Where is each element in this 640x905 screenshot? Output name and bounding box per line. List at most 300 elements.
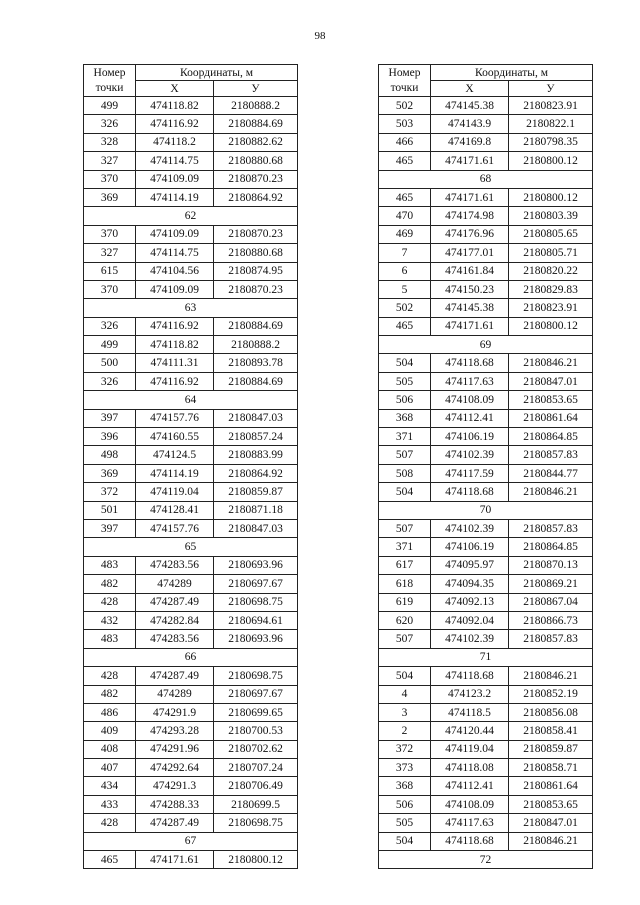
point-number-cell: 465: [379, 317, 431, 335]
x-coordinate-cell: 474094.35: [431, 575, 509, 593]
x-coordinate-cell: 474291.9: [136, 703, 214, 721]
table-row: [379, 354, 593, 372]
y-coordinate-cell: 2180805.71: [509, 244, 593, 262]
group-number: 62: [84, 207, 298, 225]
point-number-cell: 369: [84, 188, 136, 206]
table-row: [379, 207, 593, 225]
x-coordinate-cell: 474108.09: [431, 391, 509, 409]
x-coordinate-cell: 474145.38: [431, 97, 509, 115]
table-row: [379, 538, 593, 556]
y-coordinate-cell: 2180846.21: [509, 667, 593, 685]
table-row: [84, 97, 298, 115]
x-coordinate-cell: 474112.41: [431, 409, 509, 427]
coordinates-table-right: [378, 64, 593, 869]
y-coordinate-cell: 2180852.19: [509, 685, 593, 703]
point-number-cell: 428: [84, 814, 136, 832]
x-coordinate-cell: 474118.68: [431, 483, 509, 501]
table-row: [84, 740, 298, 758]
x-coordinate-cell: 474109.09: [136, 280, 214, 298]
x-coordinate-cell: 474120.44: [431, 722, 509, 740]
y-coordinate-cell: 2180829.83: [509, 280, 593, 298]
group-number: 72: [379, 851, 593, 869]
y-coordinate-cell: 2180693.96: [214, 556, 298, 574]
x-coordinate-cell: 474161.84: [431, 262, 509, 280]
coordinates-header: Координаты, м: [136, 65, 298, 81]
table-row: [84, 703, 298, 721]
y-coordinate-cell: 2180870.13: [509, 556, 593, 574]
y-coordinate-cell: 2180805.65: [509, 225, 593, 243]
x-coordinate-cell: 474119.04: [136, 483, 214, 501]
x-coordinate-cell: 474145.38: [431, 299, 509, 317]
table-row: [84, 611, 298, 629]
y-coordinate-cell: 2180864.85: [509, 428, 593, 446]
point-number-cell: 465: [379, 152, 431, 170]
point-number-cell: 469: [379, 225, 431, 243]
table-row: [379, 262, 593, 280]
table-row: [84, 170, 298, 188]
group-row: [84, 299, 298, 317]
point-number-cell: 370: [84, 280, 136, 298]
point-number-cell: 504: [379, 354, 431, 372]
group-number: 69: [379, 336, 593, 354]
x-coordinate-cell: 474095.97: [431, 556, 509, 574]
x-coordinate-cell: 474104.56: [136, 262, 214, 280]
x-coordinate-cell: 474171.61: [431, 317, 509, 335]
table-row: [379, 464, 593, 482]
point-number-cell: 326: [84, 317, 136, 335]
y-coordinate-cell: 2180880.68: [214, 244, 298, 262]
point-number-cell: 370: [84, 225, 136, 243]
x-coordinate-cell: 474292.64: [136, 759, 214, 777]
x-coordinate-cell: 474109.09: [136, 170, 214, 188]
table-row: [84, 483, 298, 501]
point-number-cell: 505: [379, 814, 431, 832]
y-header: У: [509, 81, 593, 97]
table-row: [379, 299, 593, 317]
y-coordinate-cell: 2180844.77: [509, 464, 593, 482]
x-coordinate-cell: 474114.75: [136, 152, 214, 170]
point-number-cell: 397: [84, 409, 136, 427]
x-coordinate-cell: 474150.23: [431, 280, 509, 298]
y-header: У: [214, 81, 298, 97]
point-number-cell: 372: [84, 483, 136, 501]
point-number-cell: 506: [379, 391, 431, 409]
y-coordinate-cell: 2180893.78: [214, 354, 298, 372]
y-coordinate-cell: 2180803.39: [509, 207, 593, 225]
x-coordinate-cell: 474171.61: [431, 152, 509, 170]
point-number-cell: 428: [84, 593, 136, 611]
x-header: Х: [136, 81, 214, 97]
x-coordinate-cell: 474123.2: [431, 685, 509, 703]
table-row: [379, 317, 593, 335]
y-coordinate-cell: 2180700.53: [214, 722, 298, 740]
table-row: [379, 722, 593, 740]
table-row: [84, 354, 298, 372]
group-number: 65: [84, 538, 298, 556]
table-row: [84, 446, 298, 464]
table-row: [84, 593, 298, 611]
y-coordinate-cell: 2180882.62: [214, 133, 298, 151]
group-row: [379, 501, 593, 519]
table-row: [379, 446, 593, 464]
table-row: [379, 97, 593, 115]
point-number-cell: 502: [379, 299, 431, 317]
table-row: [84, 685, 298, 703]
y-coordinate-cell: 2180846.21: [509, 483, 593, 501]
group-row: [84, 648, 298, 666]
point-number-cell: 486: [84, 703, 136, 721]
group-row: [379, 648, 593, 666]
y-coordinate-cell: 2180800.12: [509, 188, 593, 206]
x-coordinate-cell: 474160.55: [136, 428, 214, 446]
point-number-cell: 2: [379, 722, 431, 740]
table-row: [379, 519, 593, 537]
point-number-cell: 482: [84, 575, 136, 593]
point-number-cell: 428: [84, 667, 136, 685]
y-coordinate-cell: 2180698.75: [214, 667, 298, 685]
y-coordinate-cell: 2180861.64: [509, 777, 593, 795]
table-row: [84, 667, 298, 685]
x-header: Х: [431, 81, 509, 97]
point-number-cell: 373: [379, 759, 431, 777]
table-row: [379, 593, 593, 611]
y-coordinate-cell: 2180847.03: [214, 409, 298, 427]
point-number-header: Номер точки: [379, 65, 431, 97]
point-number-cell: 504: [379, 667, 431, 685]
x-coordinate-cell: 474171.61: [136, 851, 214, 869]
y-coordinate-cell: 2180888.2: [214, 97, 298, 115]
table-row: [84, 519, 298, 537]
group-row: [84, 207, 298, 225]
point-number-cell: 432: [84, 611, 136, 629]
point-number-cell: 371: [379, 538, 431, 556]
table-row: [84, 630, 298, 648]
point-number-cell: 617: [379, 556, 431, 574]
point-number-cell: 507: [379, 630, 431, 648]
x-coordinate-cell: 474112.41: [431, 777, 509, 795]
x-coordinate-cell: 474116.92: [136, 115, 214, 133]
x-coordinate-cell: 474116.92: [136, 317, 214, 335]
point-number-cell: 369: [84, 464, 136, 482]
table-row: [379, 133, 593, 151]
x-coordinate-cell: 474293.28: [136, 722, 214, 740]
point-number-cell: 407: [84, 759, 136, 777]
point-number-cell: 409: [84, 722, 136, 740]
table-row: [379, 740, 593, 758]
group-number: 70: [379, 501, 593, 519]
y-coordinate-cell: 2180884.69: [214, 115, 298, 133]
table-row: [379, 280, 593, 298]
x-coordinate-cell: 474289: [136, 575, 214, 593]
point-number-cell: 470: [379, 207, 431, 225]
table-row: [84, 372, 298, 390]
x-coordinate-cell: 474287.49: [136, 667, 214, 685]
table-row: [84, 152, 298, 170]
x-coordinate-cell: 474143.9: [431, 115, 509, 133]
table-row: [84, 317, 298, 335]
group-number: 71: [379, 648, 593, 666]
x-coordinate-cell: 474283.56: [136, 556, 214, 574]
point-number-cell: 370: [84, 170, 136, 188]
x-coordinate-cell: 474118.68: [431, 354, 509, 372]
y-coordinate-cell: 2180846.21: [509, 832, 593, 850]
x-coordinate-cell: 474111.31: [136, 354, 214, 372]
group-number: 67: [84, 832, 298, 850]
x-coordinate-cell: 474118.82: [136, 97, 214, 115]
y-coordinate-cell: 2180888.2: [214, 336, 298, 354]
table-row: [379, 777, 593, 795]
y-coordinate-cell: 2180857.83: [509, 446, 593, 464]
table-row: [84, 777, 298, 795]
table-row: [84, 428, 298, 446]
y-coordinate-cell: 2180698.75: [214, 593, 298, 611]
point-number-cell: 465: [379, 188, 431, 206]
table-row: [379, 188, 593, 206]
x-coordinate-cell: 474118.68: [431, 667, 509, 685]
y-coordinate-cell: 2180847.01: [509, 372, 593, 390]
y-coordinate-cell: 2180698.75: [214, 814, 298, 832]
table-row: [84, 795, 298, 813]
x-coordinate-cell: 474118.08: [431, 759, 509, 777]
y-coordinate-cell: 2180820.22: [509, 262, 593, 280]
y-coordinate-cell: 2180857.83: [509, 630, 593, 648]
y-coordinate-cell: 2180846.21: [509, 354, 593, 372]
point-number-cell: 482: [84, 685, 136, 703]
y-coordinate-cell: 2180697.67: [214, 575, 298, 593]
y-coordinate-cell: 2180707.24: [214, 759, 298, 777]
x-coordinate-cell: 474169.8: [431, 133, 509, 151]
table-row: [84, 722, 298, 740]
x-coordinate-cell: 474114.75: [136, 244, 214, 262]
point-number-cell: 506: [379, 795, 431, 813]
group-number: 66: [84, 648, 298, 666]
table-row: [379, 814, 593, 832]
y-coordinate-cell: 2180857.83: [509, 519, 593, 537]
table-row: [84, 501, 298, 519]
point-number-cell: 504: [379, 832, 431, 850]
y-coordinate-cell: 2180697.67: [214, 685, 298, 703]
group-row: [379, 851, 593, 869]
point-number-cell: 500: [84, 354, 136, 372]
table-row: [379, 372, 593, 390]
x-coordinate-cell: 474118.2: [136, 133, 214, 151]
x-coordinate-cell: 474157.76: [136, 409, 214, 427]
page-number: 98: [314, 30, 326, 42]
point-number-cell: 466: [379, 133, 431, 151]
y-coordinate-cell: 2180884.69: [214, 317, 298, 335]
point-number-cell: 6: [379, 262, 431, 280]
x-coordinate-cell: 474117.63: [431, 372, 509, 390]
table-row: [84, 115, 298, 133]
y-coordinate-cell: 2180699.65: [214, 703, 298, 721]
x-coordinate-cell: 474102.39: [431, 519, 509, 537]
x-coordinate-cell: 474117.59: [431, 464, 509, 482]
table-row: [379, 483, 593, 501]
y-coordinate-cell: 2180800.12: [214, 851, 298, 869]
y-coordinate-cell: 2180856.08: [509, 703, 593, 721]
group-number: 63: [84, 299, 298, 317]
point-number-cell: 328: [84, 133, 136, 151]
x-coordinate-cell: 474102.39: [431, 446, 509, 464]
group-row: [379, 336, 593, 354]
y-coordinate-cell: 2180693.96: [214, 630, 298, 648]
x-coordinate-cell: 474128.41: [136, 501, 214, 519]
x-coordinate-cell: 474177.01: [431, 244, 509, 262]
table-row: [379, 759, 593, 777]
y-coordinate-cell: 2180823.91: [509, 299, 593, 317]
point-number-cell: 371: [379, 428, 431, 446]
point-number-cell: 3: [379, 703, 431, 721]
x-coordinate-cell: 474114.19: [136, 188, 214, 206]
x-coordinate-cell: 474116.92: [136, 372, 214, 390]
x-coordinate-cell: 474287.49: [136, 814, 214, 832]
x-coordinate-cell: 474109.09: [136, 225, 214, 243]
table-row: [84, 188, 298, 206]
x-coordinate-cell: 474092.13: [431, 593, 509, 611]
point-number-cell: 507: [379, 519, 431, 537]
table-row: [84, 225, 298, 243]
group-row: [84, 832, 298, 850]
x-coordinate-cell: 474114.19: [136, 464, 214, 482]
point-number-cell: 501: [84, 501, 136, 519]
x-coordinate-cell: 474118.68: [431, 832, 509, 850]
table-row: [379, 391, 593, 409]
y-coordinate-cell: 2180864.92: [214, 464, 298, 482]
point-number-cell: 327: [84, 244, 136, 262]
y-coordinate-cell: 2180884.69: [214, 372, 298, 390]
point-number-cell: 368: [379, 777, 431, 795]
table-row: [379, 832, 593, 850]
y-coordinate-cell: 2180853.65: [509, 391, 593, 409]
y-coordinate-cell: 2180866.73: [509, 611, 593, 629]
group-row: [84, 391, 298, 409]
group-number: 64: [84, 391, 298, 409]
group-number: 68: [379, 170, 593, 188]
table-row: [84, 556, 298, 574]
y-coordinate-cell: 2180822.1: [509, 115, 593, 133]
y-coordinate-cell: 2180694.61: [214, 611, 298, 629]
point-number-cell: 327: [84, 152, 136, 170]
point-number-cell: 396: [84, 428, 136, 446]
x-coordinate-cell: 474118.5: [431, 703, 509, 721]
point-number-cell: 507: [379, 446, 431, 464]
y-coordinate-cell: 2180847.03: [214, 519, 298, 537]
x-coordinate-cell: 474106.19: [431, 538, 509, 556]
y-coordinate-cell: 2180874.95: [214, 262, 298, 280]
point-number-cell: 483: [84, 630, 136, 648]
table-row: [379, 225, 593, 243]
point-number-cell: 618: [379, 575, 431, 593]
point-number-cell: 615: [84, 262, 136, 280]
y-coordinate-cell: 2180858.41: [509, 722, 593, 740]
x-coordinate-cell: 474118.82: [136, 336, 214, 354]
x-coordinate-cell: 474117.63: [431, 814, 509, 832]
x-coordinate-cell: 474092.04: [431, 611, 509, 629]
y-coordinate-cell: 2180880.68: [214, 152, 298, 170]
point-number-cell: 326: [84, 372, 136, 390]
group-row: [379, 170, 593, 188]
y-coordinate-cell: 2180798.35: [509, 133, 593, 151]
point-number-cell: 434: [84, 777, 136, 795]
coordinates-table-left: [83, 64, 298, 869]
y-coordinate-cell: 2180867.04: [509, 593, 593, 611]
y-coordinate-cell: 2180699.5: [214, 795, 298, 813]
x-coordinate-cell: 474291.3: [136, 777, 214, 795]
table-row: [84, 575, 298, 593]
table-row: [84, 133, 298, 151]
y-coordinate-cell: 2180702.62: [214, 740, 298, 758]
table-row: [379, 667, 593, 685]
point-number-cell: 483: [84, 556, 136, 574]
table-row: [84, 262, 298, 280]
point-number-cell: 499: [84, 336, 136, 354]
table-row: [379, 575, 593, 593]
point-number-cell: 368: [379, 409, 431, 427]
x-coordinate-cell: 474176.96: [431, 225, 509, 243]
y-coordinate-cell: 2180800.12: [509, 152, 593, 170]
x-coordinate-cell: 474124.5: [136, 446, 214, 464]
y-coordinate-cell: 2180870.23: [214, 170, 298, 188]
x-coordinate-cell: 474108.09: [431, 795, 509, 813]
point-number-cell: 498: [84, 446, 136, 464]
table-row: [84, 336, 298, 354]
x-coordinate-cell: 474106.19: [431, 428, 509, 446]
table-row: [84, 759, 298, 777]
x-coordinate-cell: 474283.56: [136, 630, 214, 648]
point-number-cell: 372: [379, 740, 431, 758]
x-coordinate-cell: 474287.49: [136, 593, 214, 611]
point-number-cell: 619: [379, 593, 431, 611]
point-number-cell: 7: [379, 244, 431, 262]
y-coordinate-cell: 2180853.65: [509, 795, 593, 813]
point-number-cell: 326: [84, 115, 136, 133]
table-row: [379, 630, 593, 648]
table-row: [84, 244, 298, 262]
y-coordinate-cell: 2180859.87: [509, 740, 593, 758]
y-coordinate-cell: 2180857.24: [214, 428, 298, 446]
point-number-cell: 502: [379, 97, 431, 115]
x-coordinate-cell: 474119.04: [431, 740, 509, 758]
table-row: [379, 556, 593, 574]
y-coordinate-cell: 2180800.12: [509, 317, 593, 335]
point-number-cell: 620: [379, 611, 431, 629]
y-coordinate-cell: 2180870.23: [214, 280, 298, 298]
table-row: [379, 703, 593, 721]
y-coordinate-cell: 2180883.99: [214, 446, 298, 464]
x-coordinate-cell: 474157.76: [136, 519, 214, 537]
table-row: [379, 685, 593, 703]
table-row: [379, 115, 593, 133]
y-coordinate-cell: 2180870.23: [214, 225, 298, 243]
point-number-cell: 503: [379, 115, 431, 133]
x-coordinate-cell: 474102.39: [431, 630, 509, 648]
x-coordinate-cell: 474291.96: [136, 740, 214, 758]
point-number-cell: 465: [84, 851, 136, 869]
x-coordinate-cell: 474289: [136, 685, 214, 703]
table-row: [379, 795, 593, 813]
table-row: [84, 814, 298, 832]
table-row: [379, 409, 593, 427]
point-number-cell: 397: [84, 519, 136, 537]
point-number-cell: 408: [84, 740, 136, 758]
y-coordinate-cell: 2180706.49: [214, 777, 298, 795]
y-coordinate-cell: 2180859.87: [214, 483, 298, 501]
group-row: [84, 538, 298, 556]
y-coordinate-cell: 2180871.18: [214, 501, 298, 519]
point-number-cell: 433: [84, 795, 136, 813]
table-row: [379, 428, 593, 446]
y-coordinate-cell: 2180869.21: [509, 575, 593, 593]
